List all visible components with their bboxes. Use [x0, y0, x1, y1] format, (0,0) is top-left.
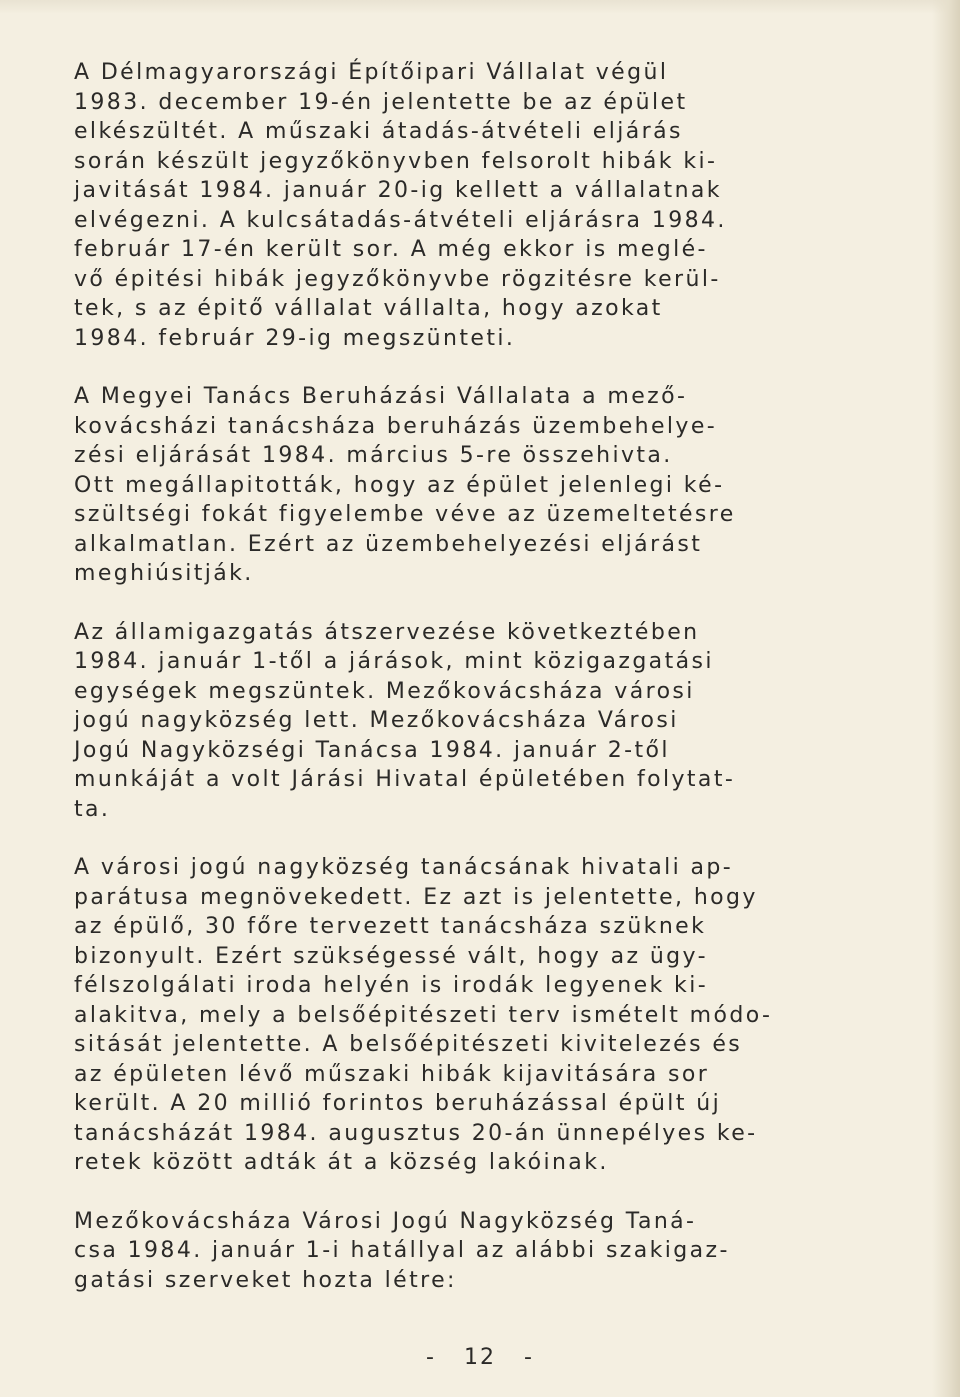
- page-number-value: 12: [464, 1345, 496, 1370]
- page-number-dash-left: -: [426, 1345, 436, 1370]
- text-line: A városi jogú nagyközség tanácsának hivatali ap-: [74, 855, 734, 880]
- paragraph-2: [74, 382, 896, 589]
- page-edge: [932, 0, 960, 1397]
- paragraph-1: [74, 58, 896, 353]
- text-line: elvégezni. A kulcsátadás-átvételi eljárásra 1984.: [74, 207, 727, 233]
- paragraph-4: [74, 853, 896, 1178]
- text-line: A Megyei Tanács Beruházási Vállalata a mező-: [74, 384, 688, 409]
- document-body: [74, 58, 896, 1324]
- text-line: ta.: [74, 796, 111, 822]
- text-line: parátusa megnövekedett. Ez azt is jelentette, hogy: [74, 884, 758, 910]
- text-line: félszolgálati iroda helyén is irodák legyenek ki-: [74, 973, 709, 998]
- text-line: bizonyult. Ezért szükségessé vált, hogy az ügy-: [74, 943, 708, 969]
- page-number-dash-right: -: [524, 1345, 534, 1370]
- text-line: csa 1984. január 1-i hatállyal az alábbi szakigaz-: [74, 1238, 730, 1263]
- paragraph-5: [74, 1207, 896, 1296]
- text-line: az épülő, 30 főre tervezett tanácsháza szüknek: [74, 914, 707, 939]
- text-line: során készült jegyzőkönyvben felsorolt hibák ki-: [74, 148, 718, 174]
- text-line: 1984. február 29-ig megszünteti.: [74, 325, 516, 351]
- text-line: elkészültét. A műszaki átadás-átvételi eljárás: [74, 119, 683, 144]
- text-line: egységek megszüntek. Mezőkovácsháza városi: [74, 678, 695, 704]
- text-line: sitását jelentette. A belsőépitészeti kivitelezés és: [74, 1032, 743, 1057]
- text-line: Az államigazgatás átszervezése következtében: [74, 619, 700, 645]
- paragraph-3: [74, 618, 896, 825]
- text-line: 1984. január 1-től a járások, mint közigazgatási: [74, 649, 714, 674]
- text-line: jogú nagyközség lett. Mezőkovácsháza Városi: [74, 708, 679, 733]
- text-line: alkalmatlan. Ezért az üzembehelyezési eljárást: [74, 531, 703, 557]
- text-line: szültségi fokát figyelembe véve az üzemeltetésre: [74, 502, 736, 527]
- text-line: tek, s az épitő vállalat vállalta, hogy azokat: [74, 296, 663, 321]
- text-line: munkáját a volt Járási Hivatal épületében folytat-: [74, 767, 736, 792]
- page-number: [0, 1345, 960, 1370]
- text-line: 1983. december 19-én jelentette be az épület: [74, 89, 688, 115]
- text-line: az épületen lévő műszaki hibák kijavitására sor: [74, 1061, 710, 1087]
- text-line: kovácsházi tanácsháza beruházás üzembehelye-: [74, 413, 718, 439]
- page-top-shadow: [0, 0, 960, 14]
- text-line: alakitva, mely a belsőépitészeti terv ismételt módo-: [74, 1002, 773, 1028]
- text-line: Ott megállapitották, hogy az épület jelenlegi ké-: [74, 472, 725, 498]
- text-line: Mezőkovácsháza Városi Jogú Nagyközség Taná-: [74, 1208, 697, 1234]
- text-line: került. A 20 millió forintos beruházással épült új: [74, 1091, 722, 1116]
- text-line: retek között adták át a község lakóinak.: [74, 1150, 609, 1175]
- text-line: A Délmagyarországi Építőipari Vállalat végül: [74, 60, 669, 85]
- text-line: február 17-én került sor. A még ekkor is meglé-: [74, 237, 708, 262]
- text-line: meghiúsitják.: [74, 561, 254, 586]
- text-line: vő épitési hibák jegyzőkönyvbe rögzitésre kerül-: [74, 266, 721, 292]
- text-line: Jogú Nagyközségi Tanácsa 1984. január 2-től: [74, 737, 670, 763]
- text-line: tanácsházát 1984. augusztus 20-án ünnepélyes ke-: [74, 1120, 758, 1146]
- text-line: javitását 1984. január 20-ig kellett a vállalatnak: [74, 178, 722, 203]
- text-line: zési eljárását 1984. március 5-re összehivta.: [74, 443, 673, 468]
- text-line: gatási szerveket hozta létre:: [74, 1267, 457, 1293]
